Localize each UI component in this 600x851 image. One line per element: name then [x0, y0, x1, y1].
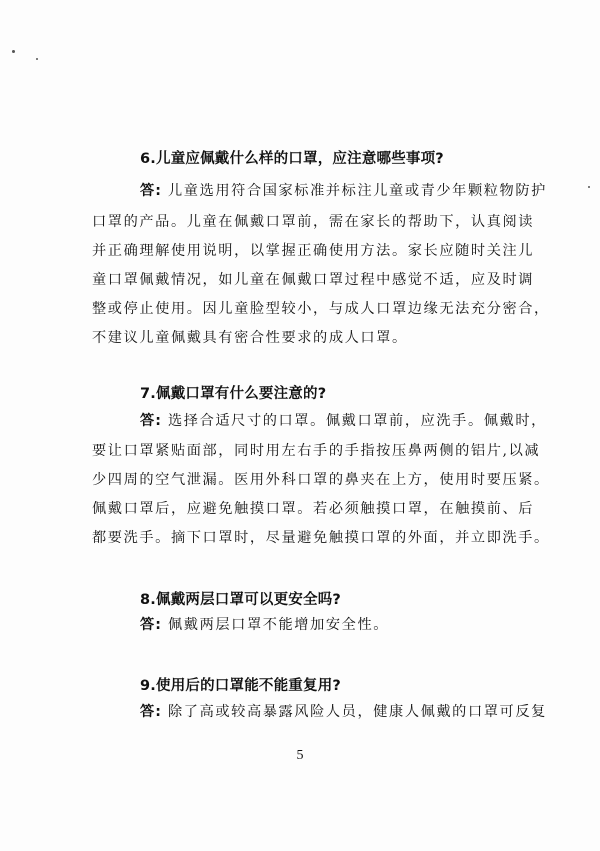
answer-text: 除了高或较高暴露风险人员，健康人佩戴的口罩可反复	[168, 704, 547, 720]
answer-text: 佩戴两层口罩不能增加安全性。	[168, 617, 390, 633]
answer-text: 儿童选用符合国家标准并标注儿童或青少年颗粒物防护	[168, 183, 547, 199]
question-heading: 6.儿童应佩戴什么样的口罩，应注意哪些事项?	[140, 151, 444, 167]
answer-line: 不建议儿童佩戴具有密合性要求的成人口罩。	[92, 330, 408, 346]
answer-line: 要让口罩紧贴面部，同时用左右手的手指按压鼻两侧的铝片,以减	[92, 443, 541, 459]
scan-speck	[588, 186, 590, 188]
answer-line: 少四周的空气泄漏。医用外科口罩的鼻夹在上方，使用时要压紧。	[92, 472, 550, 488]
question-heading: 8.佩戴两层口罩可以更安全吗?	[140, 592, 342, 608]
page-number: 5	[296, 748, 304, 763]
answer-first-line	[140, 180, 547, 200]
answer-line: 并正确理解使用说明，以掌握正确使用方法。家长应随时关注儿	[92, 243, 535, 259]
answer-label: 答:	[140, 413, 162, 429]
question-heading: 7.佩戴口罩有什么要注意的?	[140, 386, 327, 402]
answer-label: 答:	[140, 617, 162, 633]
answer-first-line	[140, 614, 389, 634]
scan-speck	[36, 58, 38, 60]
answer-line: 都要洗手。摘下口罩时，尽量避免触摸口罩的外面，并立即洗手。	[92, 530, 550, 546]
answer-label: 答:	[140, 704, 162, 720]
answer-line: 口罩的产品。儿童在佩戴口罩前，需在家长的帮助下，认真阅读	[92, 214, 535, 230]
answer-text: 选择合适尺寸的口罩。佩戴口罩前，应洗手。佩戴时，	[168, 413, 547, 429]
answer-label: 答:	[140, 183, 162, 199]
question-heading: 9.使用后的口罩能不能重复用?	[140, 678, 342, 694]
scan-speck	[12, 50, 15, 53]
answer-first-line	[140, 701, 547, 721]
answer-line: 佩戴口罩后，应避免触摸口罩。若必须触摸口罩，在触摸前、后	[92, 501, 535, 517]
answer-line: 整或停止使用。因儿童脸型较小，与成人口罩边缘无法充分密合，	[92, 301, 550, 317]
answer-first-line	[140, 410, 547, 430]
answer-line: 童口罩佩戴情况，如儿童在佩戴口罩过程中感觉不适，应及时调	[92, 272, 535, 288]
